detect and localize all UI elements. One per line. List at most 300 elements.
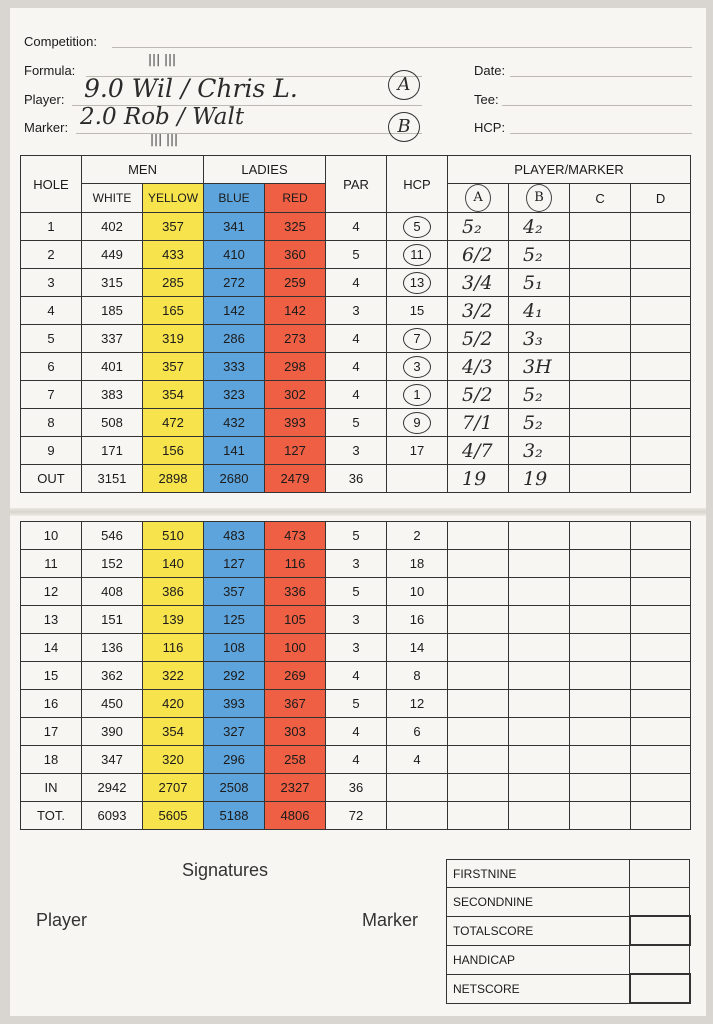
men-header: MEN [82, 156, 204, 184]
score-d-cell[interactable] [631, 465, 691, 493]
white-header: WHITE [82, 184, 143, 213]
score-c-cell[interactable] [570, 241, 631, 269]
blue-yardage: 108 [204, 634, 265, 662]
score-b-cell[interactable] [509, 718, 570, 746]
table-row [21, 578, 691, 606]
signatures-label: Signatures [182, 860, 269, 880]
table-row [21, 437, 691, 465]
score-b-cell[interactable] [509, 522, 570, 550]
blue-yardage: 483 [204, 522, 265, 550]
white-yardage: 185 [82, 297, 143, 325]
totals-row [447, 860, 690, 888]
score-a-cell[interactable]: 4/3 [448, 353, 509, 381]
blue-yardage: 432 [204, 409, 265, 437]
score-d-cell[interactable] [631, 353, 691, 381]
score-b-cell[interactable]: 3₂ [509, 437, 570, 465]
yellow-yardage: 116 [143, 634, 204, 662]
date-field[interactable] [510, 75, 692, 77]
score-d-cell[interactable] [631, 802, 691, 830]
score-d-cell[interactable] [631, 774, 691, 802]
hcp-value: 16 [387, 606, 448, 634]
hcp-value: 18 [387, 550, 448, 578]
par-value: 3 [326, 437, 387, 465]
yellow-yardage: 156 [143, 437, 204, 465]
hole-number: 2 [21, 241, 82, 269]
par-value: 3 [326, 297, 387, 325]
score-d-cell[interactable] [631, 241, 691, 269]
totals-label: FIRSTNINE [447, 860, 630, 888]
hole-number: 16 [21, 690, 82, 718]
par-value: 72 [326, 802, 387, 830]
red-header: RED [265, 184, 326, 213]
back-nine-table [20, 521, 691, 830]
table-row [21, 550, 691, 578]
totals-value-cell[interactable] [630, 945, 690, 974]
white-yardage: 2942 [82, 774, 143, 802]
fold-crease [10, 508, 706, 516]
score-d-cell[interactable] [631, 213, 691, 241]
score-d-cell[interactable] [631, 325, 691, 353]
white-yardage: 508 [82, 409, 143, 437]
hcp-value [387, 269, 448, 297]
par-value: 5 [326, 578, 387, 606]
blue-yardage: 142 [204, 297, 265, 325]
table-row [21, 606, 691, 634]
formula-tick-marks: ||| ||| [148, 52, 177, 66]
blue-yardage: 292 [204, 662, 265, 690]
marker-field[interactable] [76, 132, 422, 134]
par-header: PAR [326, 156, 387, 213]
score-a-cell[interactable] [448, 774, 509, 802]
col-d-header: D [631, 184, 691, 213]
score-c-cell[interactable] [570, 802, 631, 830]
totals-label: NETSCORE [447, 974, 630, 1003]
tee-field[interactable] [502, 104, 692, 106]
table-row [21, 718, 691, 746]
table-row [21, 381, 691, 409]
white-yardage: 6093 [82, 802, 143, 830]
score-d-cell[interactable] [631, 437, 691, 465]
red-yardage: 4806 [265, 802, 326, 830]
yellow-yardage: 433 [143, 241, 204, 269]
blue-yardage: 127 [204, 550, 265, 578]
yellow-yardage: 354 [143, 718, 204, 746]
hcp-field[interactable] [510, 132, 692, 134]
score-c-cell[interactable] [570, 465, 631, 493]
white-yardage: 337 [82, 325, 143, 353]
totals-table [446, 859, 691, 1004]
score-c-cell[interactable] [570, 662, 631, 690]
marker-handwriting: 2.0 Rob / Walt [80, 104, 245, 130]
score-b-cell[interactable]: 5₁ [509, 269, 570, 297]
yellow-yardage: 2898 [143, 465, 204, 493]
score-a-cell[interactable]: 7/1 [448, 409, 509, 437]
hole-number: 15 [21, 662, 82, 690]
par-value: 36 [326, 465, 387, 493]
score-d-cell[interactable] [631, 522, 691, 550]
totals-value-cell[interactable] [630, 860, 690, 888]
score-a-cell[interactable]: 5₂ [448, 213, 509, 241]
yellow-yardage: 285 [143, 269, 204, 297]
red-yardage: 393 [265, 409, 326, 437]
totals-label: SECONDNINE [447, 888, 630, 917]
hole-number: 17 [21, 718, 82, 746]
score-b-cell[interactable]: 4₁ [509, 297, 570, 325]
score-b-cell[interactable] [509, 550, 570, 578]
blue-yardage: 5188 [204, 802, 265, 830]
yellow-yardage: 2707 [143, 774, 204, 802]
red-yardage: 116 [265, 550, 326, 578]
red-yardage: 142 [265, 297, 326, 325]
score-c-cell[interactable] [570, 606, 631, 634]
par-value: 4 [326, 662, 387, 690]
score-b-cell[interactable] [509, 634, 570, 662]
score-c-cell[interactable] [570, 297, 631, 325]
score-a-cell[interactable]: 3/4 [448, 269, 509, 297]
score-a-cell[interactable] [448, 606, 509, 634]
hcp-value: 2 [387, 522, 448, 550]
red-yardage: 360 [265, 241, 326, 269]
score-b-cell[interactable]: 3H [509, 353, 570, 381]
score-c-cell[interactable] [570, 690, 631, 718]
white-yardage: 383 [82, 381, 143, 409]
blue-yardage: 296 [204, 746, 265, 774]
par-value: 4 [326, 269, 387, 297]
red-yardage: 367 [265, 690, 326, 718]
hole-number: 5 [21, 325, 82, 353]
par-value: 4 [326, 381, 387, 409]
hole-number: 6 [21, 353, 82, 381]
par-value: 36 [326, 774, 387, 802]
score-d-cell[interactable] [631, 409, 691, 437]
score-a-cell[interactable] [448, 578, 509, 606]
score-b-cell[interactable]: 5₂ [509, 409, 570, 437]
red-yardage: 473 [265, 522, 326, 550]
white-yardage: 347 [82, 746, 143, 774]
totals-row [447, 916, 690, 945]
col-b-circle: B [526, 184, 552, 212]
hole-number: 3 [21, 269, 82, 297]
hcp-value: 17 [387, 437, 448, 465]
hole-number: OUT [21, 465, 82, 493]
hole-number: 8 [21, 409, 82, 437]
par-value: 4 [326, 746, 387, 774]
score-a-cell[interactable] [448, 522, 509, 550]
hcp-value: 12 [387, 690, 448, 718]
hcp-circle: 5 [403, 216, 431, 238]
score-d-cell[interactable] [631, 297, 691, 325]
yellow-header: YELLOW [143, 184, 204, 213]
front-nine-table [20, 155, 691, 493]
yellow-yardage: 140 [143, 550, 204, 578]
hcp-circle: 7 [403, 328, 431, 350]
blue-yardage: 357 [204, 578, 265, 606]
score-b-cell[interactable] [509, 662, 570, 690]
marker-letter-circle: B [388, 112, 420, 142]
score-b-cell[interactable]: 4₂ [509, 213, 570, 241]
score-c-cell[interactable] [570, 437, 631, 465]
yellow-yardage: 5605 [143, 802, 204, 830]
competition-label: Competition: [24, 34, 97, 49]
white-yardage: 171 [82, 437, 143, 465]
score-c-cell[interactable] [570, 325, 631, 353]
red-yardage: 302 [265, 381, 326, 409]
table-row [21, 522, 691, 550]
score-d-cell[interactable] [631, 634, 691, 662]
player-letter-circle: A [388, 70, 420, 100]
hcp-value: 14 [387, 634, 448, 662]
totals-row [447, 888, 690, 917]
table-row [21, 690, 691, 718]
totals-row [447, 945, 690, 974]
hole-number: 13 [21, 606, 82, 634]
white-yardage: 449 [82, 241, 143, 269]
yellow-yardage: 320 [143, 746, 204, 774]
totals-label: HANDICAP [447, 945, 630, 974]
hcp-circle: 3 [403, 356, 431, 378]
score-a-cell[interactable] [448, 746, 509, 774]
score-d-cell[interactable] [631, 662, 691, 690]
hole-number: 11 [21, 550, 82, 578]
hcp-value [387, 774, 448, 802]
score-a-cell[interactable] [448, 718, 509, 746]
hole-number: 7 [21, 381, 82, 409]
hcp-value: 8 [387, 662, 448, 690]
hcp-value [387, 213, 448, 241]
hcp-value: 10 [387, 578, 448, 606]
hcp-value [387, 353, 448, 381]
red-yardage: 105 [265, 606, 326, 634]
white-yardage: 402 [82, 213, 143, 241]
blue-yardage: 341 [204, 213, 265, 241]
score-d-cell[interactable] [631, 381, 691, 409]
score-a-cell[interactable]: 19 [448, 465, 509, 493]
table-row [21, 662, 691, 690]
par-value: 4 [326, 213, 387, 241]
hcp-value [387, 465, 448, 493]
hole-header: HOLE [21, 156, 82, 213]
hcp-circle: 11 [403, 244, 431, 266]
yellow-yardage: 139 [143, 606, 204, 634]
player-signature-label: Player [36, 910, 88, 930]
marker-label: Marker: [24, 120, 69, 135]
yellow-yardage: 319 [143, 325, 204, 353]
score-a-cell[interactable] [448, 550, 509, 578]
score-c-cell[interactable] [570, 353, 631, 381]
par-value: 5 [326, 241, 387, 269]
score-c-cell[interactable] [570, 634, 631, 662]
white-yardage: 546 [82, 522, 143, 550]
totals-label: TOTALSCORE [447, 916, 630, 945]
hole-number: 1 [21, 213, 82, 241]
hcp-value [387, 381, 448, 409]
col-a-header [448, 184, 509, 213]
white-yardage: 390 [82, 718, 143, 746]
white-yardage: 136 [82, 634, 143, 662]
yellow-yardage: 357 [143, 353, 204, 381]
hole-number: TOT. [21, 802, 82, 830]
ladies-header: LADIES [204, 156, 326, 184]
score-a-cell[interactable] [448, 634, 509, 662]
score-d-cell[interactable] [631, 746, 691, 774]
totals-value-cell[interactable] [630, 974, 690, 1003]
hole-number: 4 [21, 297, 82, 325]
hcp-value: 15 [387, 297, 448, 325]
score-b-cell[interactable]: 3₃ [509, 325, 570, 353]
table-row [21, 802, 691, 830]
par-value: 4 [326, 353, 387, 381]
table-row [21, 409, 691, 437]
red-yardage: 325 [265, 213, 326, 241]
score-c-cell[interactable] [570, 381, 631, 409]
table-row [21, 297, 691, 325]
score-d-cell[interactable] [631, 269, 691, 297]
marker-tick-marks: ||| ||| [150, 132, 179, 146]
score-b-cell[interactable] [509, 774, 570, 802]
blue-yardage: 410 [204, 241, 265, 269]
white-yardage: 151 [82, 606, 143, 634]
yellow-yardage: 420 [143, 690, 204, 718]
red-yardage: 269 [265, 662, 326, 690]
score-d-cell[interactable] [631, 606, 691, 634]
marker-signature-label: Marker [362, 910, 419, 930]
yellow-yardage: 354 [143, 381, 204, 409]
table-row [21, 353, 691, 381]
score-d-cell[interactable] [631, 718, 691, 746]
totals-row [447, 974, 690, 1003]
table-row [21, 634, 691, 662]
white-yardage: 408 [82, 578, 143, 606]
par-value: 5 [326, 522, 387, 550]
score-b-cell[interactable] [509, 578, 570, 606]
hcp-value [387, 325, 448, 353]
hcp-value: 4 [387, 746, 448, 774]
player-marker-header: PLAYER/MARKER [448, 156, 691, 184]
hcp-header: HCP [387, 156, 448, 213]
tee-label: Tee: [474, 92, 499, 107]
table-row [21, 325, 691, 353]
red-yardage: 298 [265, 353, 326, 381]
score-a-cell[interactable]: 4/7 [448, 437, 509, 465]
score-c-cell[interactable] [570, 550, 631, 578]
red-yardage: 336 [265, 578, 326, 606]
score-a-cell[interactable]: 5/2 [448, 381, 509, 409]
score-c-cell[interactable] [570, 718, 631, 746]
score-b-cell[interactable] [509, 802, 570, 830]
red-yardage: 2479 [265, 465, 326, 493]
hole-number: 18 [21, 746, 82, 774]
blue-header: BLUE [204, 184, 265, 213]
blue-yardage: 323 [204, 381, 265, 409]
par-value: 3 [326, 634, 387, 662]
white-yardage: 362 [82, 662, 143, 690]
blue-yardage: 2508 [204, 774, 265, 802]
totals-value-cell[interactable] [630, 888, 690, 917]
red-yardage: 127 [265, 437, 326, 465]
par-value: 4 [326, 325, 387, 353]
table-row [21, 774, 691, 802]
date-label: Date: [474, 63, 506, 78]
player-handwriting: 9.0 Wil / Chris L. [84, 74, 298, 103]
score-b-cell[interactable] [509, 606, 570, 634]
table-row [21, 269, 691, 297]
score-c-cell[interactable] [570, 269, 631, 297]
score-a-cell[interactable]: 3/2 [448, 297, 509, 325]
score-c-cell[interactable] [570, 746, 631, 774]
white-yardage: 152 [82, 550, 143, 578]
hcp-label: HCP: [474, 120, 506, 135]
hole-number: 12 [21, 578, 82, 606]
hole-number: 10 [21, 522, 82, 550]
red-yardage: 2327 [265, 774, 326, 802]
formula-label: Formula: [24, 63, 76, 78]
par-value: 5 [326, 690, 387, 718]
hcp-value [387, 241, 448, 269]
blue-yardage: 327 [204, 718, 265, 746]
hole-number: 14 [21, 634, 82, 662]
par-value: 4 [326, 718, 387, 746]
score-c-cell[interactable] [570, 774, 631, 802]
hcp-value: 6 [387, 718, 448, 746]
score-b-cell[interactable]: 5₂ [509, 381, 570, 409]
competition-field[interactable] [112, 46, 692, 48]
white-yardage: 315 [82, 269, 143, 297]
par-value: 3 [326, 550, 387, 578]
score-d-cell[interactable] [631, 690, 691, 718]
col-c-header: C [570, 184, 631, 213]
yellow-yardage: 165 [143, 297, 204, 325]
score-a-cell[interactable] [448, 690, 509, 718]
table-row [21, 746, 691, 774]
blue-yardage: 2680 [204, 465, 265, 493]
red-yardage: 258 [265, 746, 326, 774]
hcp-circle: 9 [403, 412, 431, 434]
red-yardage: 303 [265, 718, 326, 746]
hcp-circle: 1 [403, 384, 431, 406]
score-b-cell[interactable]: 5₂ [509, 241, 570, 269]
yellow-yardage: 472 [143, 409, 204, 437]
white-yardage: 401 [82, 353, 143, 381]
table-row [21, 241, 691, 269]
score-c-cell[interactable] [570, 578, 631, 606]
score-c-cell[interactable] [570, 522, 631, 550]
par-value: 5 [326, 409, 387, 437]
red-yardage: 100 [265, 634, 326, 662]
table-row [21, 465, 691, 493]
score-b-cell[interactable] [509, 690, 570, 718]
blue-yardage: 125 [204, 606, 265, 634]
player-label: Player: [24, 92, 65, 107]
score-a-cell[interactable] [448, 662, 509, 690]
blue-yardage: 333 [204, 353, 265, 381]
score-a-cell[interactable] [448, 802, 509, 830]
yellow-yardage: 386 [143, 578, 204, 606]
score-c-cell[interactable] [570, 213, 631, 241]
yellow-yardage: 510 [143, 522, 204, 550]
yellow-yardage: 357 [143, 213, 204, 241]
blue-yardage: 272 [204, 269, 265, 297]
score-a-cell[interactable]: 5/2 [448, 325, 509, 353]
red-yardage: 273 [265, 325, 326, 353]
totals-value-cell[interactable] [630, 916, 690, 945]
hole-number: IN [21, 774, 82, 802]
score-d-cell[interactable] [631, 550, 691, 578]
score-b-cell[interactable] [509, 746, 570, 774]
score-b-cell[interactable]: 19 [509, 465, 570, 493]
score-d-cell[interactable] [631, 578, 691, 606]
score-a-cell[interactable]: 6/2 [448, 241, 509, 269]
score-c-cell[interactable] [570, 409, 631, 437]
